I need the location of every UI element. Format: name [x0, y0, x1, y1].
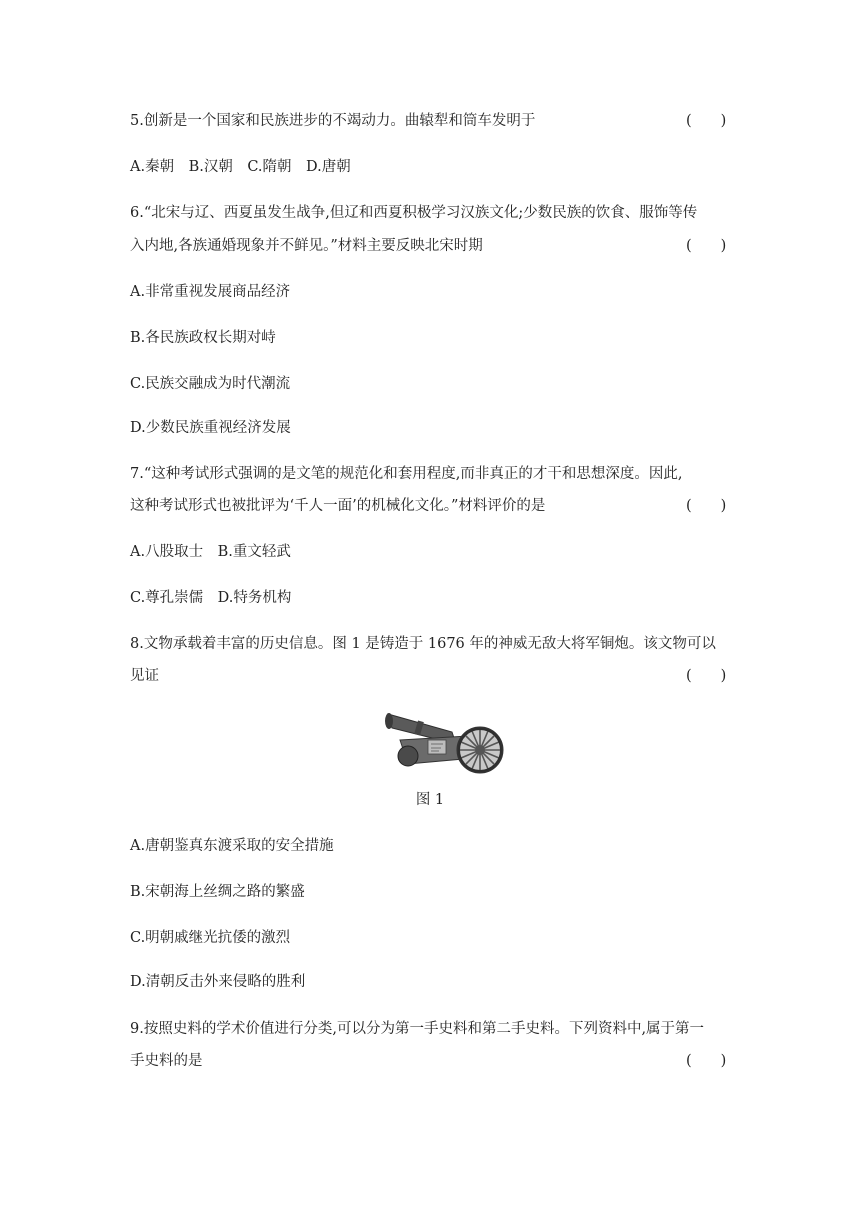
- q8-option-a: A.唐朝鉴真东渡采取的安全措施: [130, 838, 334, 854]
- q8-stem-line1: 8.文物承载着丰富的历史信息。图 1 是铸造于 1676 年的神威无敌大将军铜炮。该文物可以: [130, 636, 716, 652]
- q6-option-b: B.各民族政权长期对峙: [130, 330, 276, 346]
- q8-option-c: C.明朝戚继光抗倭的激烈: [130, 930, 291, 946]
- q8-stem-line2: 见证: [130, 668, 159, 684]
- q5-answer-paren: ( ): [686, 113, 727, 129]
- figure-caption: 图 1: [415, 792, 445, 808]
- q6-option-a: A.非常重视发展商品经济: [130, 284, 291, 300]
- q5-stem: 5.创新是一个国家和民族进步的不竭动力。曲辕犁和筒车发明于: [130, 113, 536, 129]
- q6-option-c: C.民族交融成为时代潮流: [130, 376, 291, 392]
- cannon-image: [382, 702, 506, 778]
- q7-options-cd: C.尊孔崇儒 D.特务机构: [130, 590, 292, 606]
- q6-stem-line2: 入内地,各族通婚现象并不鲜见。”材料主要反映北宋时期: [130, 238, 483, 254]
- q9-stem-line1: 9.按照史料的学术价值进行分类,可以分为第一手史料和第二手史料。下列资料中,属于第一: [130, 1021, 705, 1037]
- q7-stem-line2: 这种考试形式也被批评为‘千人一面’的机械化文化。”材料评价的是: [130, 498, 546, 514]
- q5-options: A.秦朝 B.汉朝 C.隋朝 D.唐朝: [130, 159, 351, 175]
- q6-answer-paren: ( ): [686, 238, 727, 254]
- q7-options-ab: A.八股取士 B.重文轻武: [130, 544, 291, 560]
- q6-stem-line1: 6.“北宋与辽、西夏虽发生战争,但辽和西夏积极学习汉族文化;少数民族的饮食、服饰等传: [130, 205, 698, 221]
- q8-option-b: B.宋朝海上丝绸之路的繁盛: [130, 884, 305, 900]
- q8-option-d: D.清朝反击外来侵略的胜利: [130, 974, 306, 990]
- q9-stem-line2: 手史料的是: [130, 1053, 203, 1069]
- q7-stem-line1: 7.“这种考试形式强调的是文笔的规范化和套用程度,而非真正的才干和思想深度。因此,: [130, 466, 683, 482]
- q7-answer-paren: ( ): [686, 498, 727, 514]
- q8-answer-paren: ( ): [686, 668, 727, 684]
- q6-option-d: D.少数民族重视经济发展: [130, 420, 291, 436]
- q9-answer-paren: ( ): [686, 1053, 727, 1069]
